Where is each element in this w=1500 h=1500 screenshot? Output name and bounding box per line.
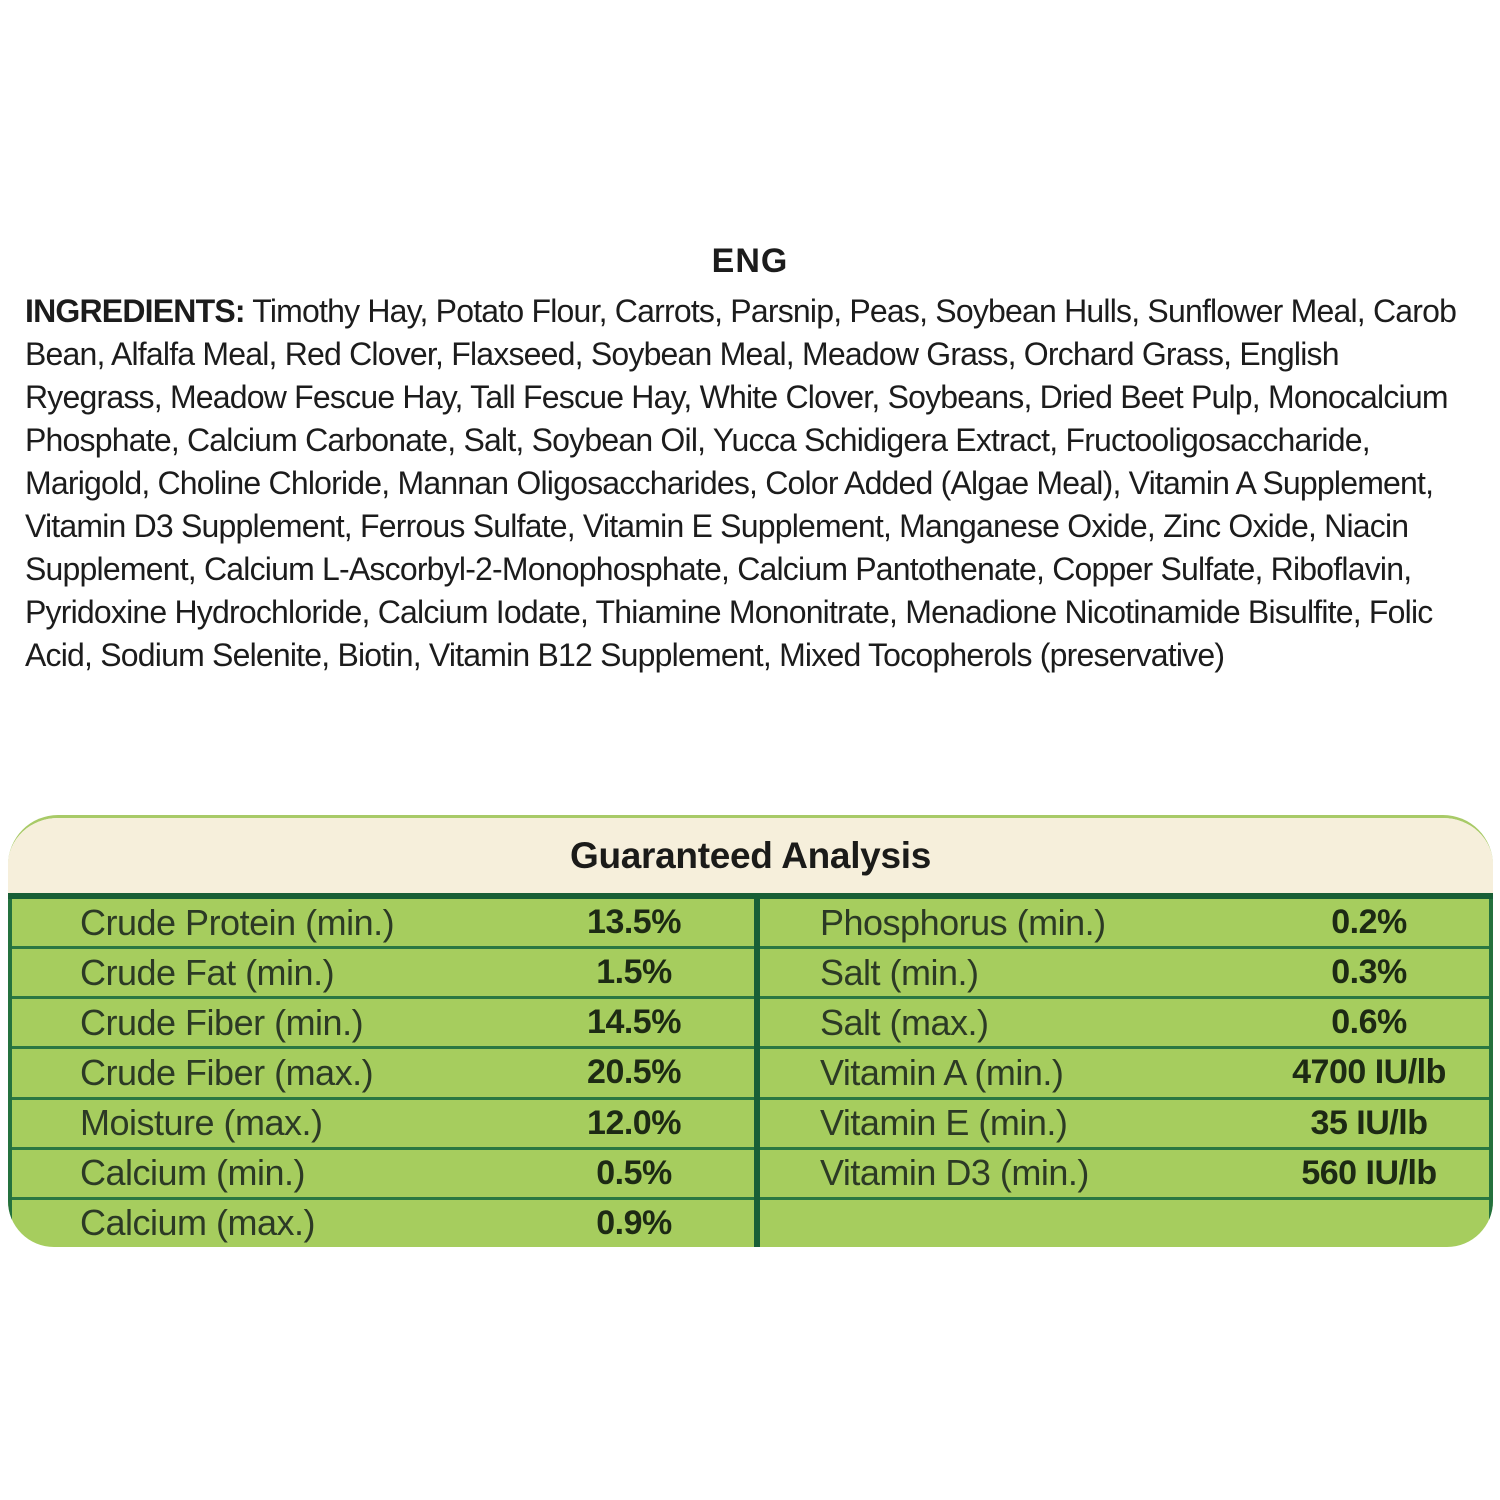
analysis-row-value: 0.5% <box>596 1153 672 1192</box>
analysis-row <box>12 1049 754 1096</box>
analysis-row-value: 12.0% <box>587 1103 681 1142</box>
analysis-row-label: Crude Fiber (max.) <box>80 1051 374 1093</box>
analysis-header <box>8 818 1493 893</box>
analysis-row <box>12 1100 754 1147</box>
ingredients-text: Timothy Hay, Potato Flour, Carrots, Parsnip, Peas, Soybean Hulls, Sunflower Meal, Carob Bean, Alfalfa Meal, Red Clover, Flaxseed, Soybean Meal, Meadow Grass, Orchard Grass, English Ryegrass, Meadow Fescue Hay, Tall Fescue Hay, White Clover, Soybeans, Dried Beet Pulp, Monocalcium Phosphate, Calcium Carbonate, Salt, Soybean Oil, Yucca Schidigera Extract, Fructooligosaccharide, Marigold, Choline Chloride, Mannan Oligosaccharides, Color Added (Algae Meal), Vitamin A Supplement, Vitamin D3 Supplement, Ferrous Sulfate, Vitamin E Supplement, Manganese Oxide, Zinc Oxide, Niacin Supplement, Calcium L-Ascorbyl-2-Monophosphate, Calcium Pantothenate, Copper Sulfate, Riboflavin, Pyridoxine Hydrochloride, Calcium Iodate, Thiamine Mononitrate, Menadione Nicotinamide Bisulfite, Folic Acid, Sodium Selenite, Biotin, Vitamin B12 Supplement, Mixed Tocopherols (preservative) <box>25 293 1457 673</box>
analysis-row-value: 0.9% <box>596 1203 672 1242</box>
analysis-row-value: 14.5% <box>587 1003 681 1042</box>
guaranteed-analysis-panel <box>8 815 1493 1247</box>
analysis-row-label: Vitamin A (min.) <box>820 1051 1064 1093</box>
analysis-body <box>8 899 1493 1247</box>
analysis-row-value: 0.6% <box>1331 1003 1407 1042</box>
analysis-title: Guaranteed Analysis <box>569 834 931 876</box>
analysis-row <box>760 1049 1489 1096</box>
analysis-column-left <box>12 899 754 1247</box>
analysis-row-value: 560 IU/lb <box>1301 1153 1437 1192</box>
analysis-row <box>12 999 754 1046</box>
analysis-row-value: 1.5% <box>596 953 672 992</box>
analysis-empty-row <box>760 1200 1489 1247</box>
analysis-row-value: 4700 IU/lb <box>1292 1053 1446 1092</box>
ingredients-label: INGREDIENTS: <box>25 293 245 329</box>
analysis-row <box>760 1150 1489 1197</box>
analysis-row <box>12 1200 754 1247</box>
analysis-row-value: 35 IU/lb <box>1310 1103 1428 1142</box>
analysis-row-label: Moisture (max.) <box>80 1102 323 1144</box>
analysis-row <box>760 999 1489 1046</box>
analysis-row-value: 0.2% <box>1331 903 1407 942</box>
analysis-row <box>760 1100 1489 1147</box>
analysis-column-right <box>760 899 1489 1247</box>
analysis-row-label: Salt (min.) <box>820 951 979 993</box>
ingredients-paragraph <box>25 290 1478 677</box>
analysis-row <box>760 899 1489 946</box>
language-heading: ENG <box>711 242 789 280</box>
analysis-row <box>12 949 754 996</box>
analysis-row-value: 13.5% <box>587 903 681 942</box>
analysis-row-value: 20.5% <box>587 1053 681 1092</box>
analysis-row <box>12 1150 754 1197</box>
analysis-row <box>12 899 754 946</box>
analysis-row-label: Crude Fat (min.) <box>80 951 335 993</box>
analysis-row-label: Calcium (max.) <box>80 1202 316 1244</box>
analysis-row <box>760 949 1489 996</box>
analysis-row-label: Salt (max.) <box>820 1001 989 1043</box>
analysis-row-label: Vitamin D3 (min.) <box>820 1152 1089 1194</box>
analysis-row-label: Calcium (min.) <box>80 1152 306 1194</box>
analysis-row-label: Crude Fiber (min.) <box>80 1001 364 1043</box>
analysis-row-label: Vitamin E (min.) <box>820 1102 1068 1144</box>
analysis-row-label: Crude Protein (min.) <box>80 901 395 943</box>
analysis-row-value: 0.3% <box>1331 953 1407 992</box>
analysis-row-label: Phosphorus (min.) <box>820 901 1106 943</box>
